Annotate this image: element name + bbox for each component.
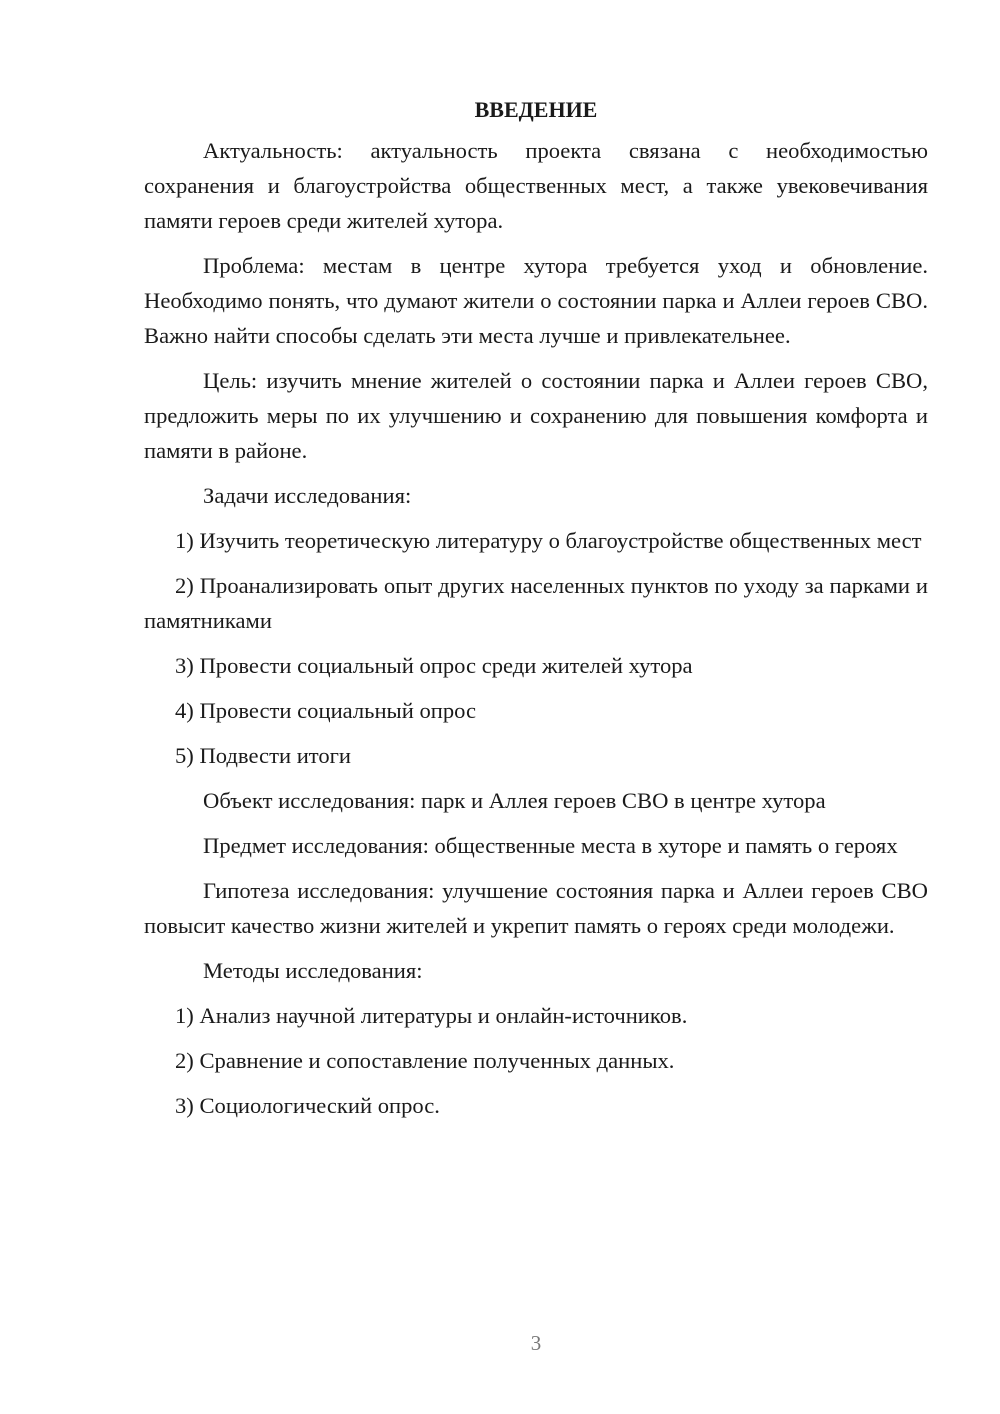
method-item-2: 2) Сравнение и сопоставление полученных данных. [175, 1048, 675, 1073]
paragraph-goal: Цель: изучить мнение жителей о состоянии парка и Аллеи героев СВО, предложить меры по их улучшению и сохранению для повышения комфорта и памяти в районе. [144, 368, 928, 463]
task-item-4: 4) Провести социальный опрос [175, 698, 477, 723]
methods-title: Методы исследования: [203, 958, 423, 983]
task-item-5: 5) Подвести итоги [175, 743, 352, 768]
method-item-3: 3) Социологический опрос. [175, 1093, 440, 1118]
tasks-title: Задачи исследования: [203, 483, 412, 508]
task-item-3: 3) Провести социальный опрос среди жителей хутора [175, 653, 693, 678]
document-page [144, 92, 928, 1133]
task-item-2: 2) Проанализировать опыт других населенных пунктов по уходу за парками и памятниками [144, 573, 928, 633]
paragraph-subject: Предмет исследования: общественные места в хуторе и память о героях [203, 833, 898, 858]
task-item-1: 1) Изучить теоретическую литературу о благоустройстве общественных мест [175, 528, 922, 553]
method-item-1: 1) Анализ научной литературы и онлайн-источников. [175, 1003, 688, 1028]
paragraph-hypothesis: Гипотеза исследования: улучшение состояния парка и Аллеи героев СВО повысит качество жизни жителей и укрепит память о героях среди молодежи. [144, 878, 928, 938]
paragraph-problem: Проблема: местам в центре хутора требуется уход и обновление. Необходимо понять, что думают жители о состоянии парка и Аллеи героев СВО. Важно найти способы сделать эти места лучше и привлекательнее. [144, 253, 928, 348]
page-number: 3 [530, 1331, 542, 1355]
paragraph-object: Объект исследования: парк и Аллея героев СВО в центре хутора [203, 788, 826, 813]
section-heading: ВВЕДЕНИЕ [474, 97, 598, 122]
paragraph-relevance: Актуальность: актуальность проекта связана с необходимостью сохранения и благоустройства общественных мест, а также увековечивания памяти героев среди жителей хутора. [144, 138, 928, 233]
